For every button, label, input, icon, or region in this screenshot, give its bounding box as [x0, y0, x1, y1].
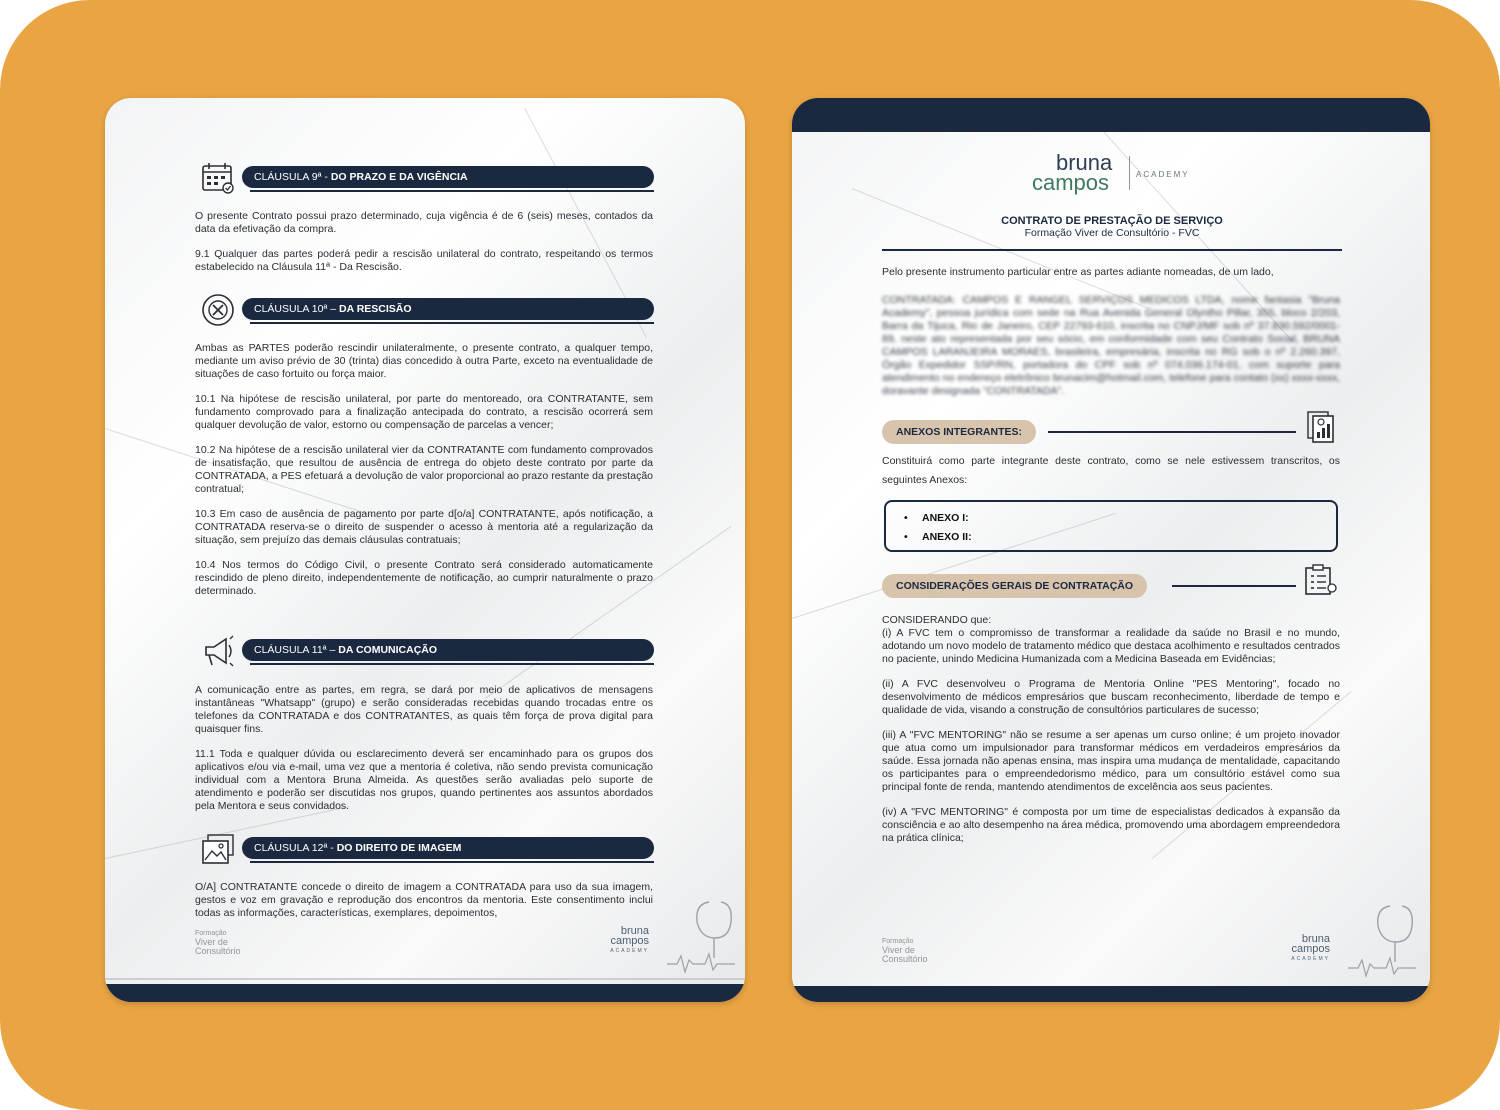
document-subtitle: Formação Viver de Consultório - FVC [1024, 227, 1200, 239]
paragraph: Constituirá como parte integrante deste contrato, como se nele estivessem transcritos, os seguintes Anexos: [882, 455, 1340, 486]
paragraph: 10.4 Nos termos do Código Civil, o presente Contrato será considerado automaticamente rescindido de pleno direito, independentemente de notificação, ao cumprir naturalmente o prazo determinado. [195, 559, 653, 597]
clause-10-header [200, 296, 745, 324]
clause-11-title: CLÁUSULA 11ª – DA COMUNICAÇÃO [242, 639, 654, 661]
page-bottom-bar [105, 984, 745, 1002]
annex-section-header [882, 420, 1342, 444]
paragraph: 9.1 Qualquer das partes poderá pedir a rescisão unilateral do contrato, respeitando os termos estabelecido na Cláusula 11ª - Da Rescisão. [195, 248, 653, 273]
clause-12-header [200, 835, 745, 863]
contract-page-right [792, 98, 1430, 1002]
title-divider [882, 249, 1342, 251]
paragraph: O/A] CONTRATANTE concede o direito de imagem a CONTRATADA para uso da sua imagem, gestos e voz em gravação e reprodução dos encontros da mentoria. Este consentimento inclui todas as informações, características, exemplares, depoimentos, [195, 881, 653, 919]
megaphone-icon [200, 633, 236, 669]
cancel-circle-icon [200, 292, 236, 328]
clause-12-title: CLÁUSULA 12ª - DO DIREITO DE IMAGEM [242, 837, 654, 859]
clause-9-header [200, 164, 745, 192]
paragraph: (i) A FVC tem o compromisso de transformar a realidade da saúde no Brasil e no mundo, adotando um novo modelo de tratamento médico que destaca acolhimento e resultados centrados no paciente, unindo Medicina Humanizada com a Medicina Baseada em Evidências; [882, 627, 1340, 665]
footer-logo: bruna campos ACADEMY [610, 925, 649, 954]
clause-10-title: CLÁUSULA 10ª – DA RESCISÃO [242, 298, 654, 320]
paragraph-lead: CONSIDERANDO que: [882, 614, 992, 626]
considerations-section-header [882, 574, 1342, 598]
image-gallery-icon [200, 831, 236, 867]
calendar-icon [200, 160, 236, 196]
footer-logo: bruna campos ACADEMY [1291, 933, 1330, 962]
footer-brand-left: Formação Viver de Consultório [195, 930, 241, 956]
list-item: • ANEXO I: [904, 512, 969, 524]
document-chart-icon [1302, 408, 1338, 444]
footer-brand-left: Formação Viver de Consultório [882, 938, 928, 964]
paragraph: CONTRATADA: CAMPOS E RANGEL SERVIÇOS MEDICOS LTDA, nome fantasia "Bruna Academy", pessoa jurídica com sede na Rua Avenida General Olyntho Pillar, 355, bloco 2/203, Barra da Tijuca, Rio de Janeiro, CEP 22793-610, inscrita no CNPJ/MF sob nº 37.830.592/0001-89, neste ato representada por seu sócio, em conformidade com seu Contrato Social, BRUNA CAMPOS LARANJEIRA MORAES, brasileira, empresária, inscrita no RG sob o nº 2.260.397, Órgão Expedidor SSP/RN, portadora do CPF sob nº 074.036.174-01, com suporte para atendimento no endereço eletrônico brunacim@hotmail.com, telefone para contato (xx) xxxx-xxxx, doravante designada "CONTRATADA". [882, 294, 1340, 397]
paragraph: Ambas as PARTES poderão rescindir unilateralmente, o presente contrato, a qualquer tempo, mediante um aviso prévio de 30 (trinta) dias concedido à outra Parte, exceto na eventualidade de situações de caso fortuito ou força maior. [195, 342, 653, 380]
stethoscope-icon [665, 898, 737, 978]
paragraph: 11.1 Toda e qualquer dúvida ou esclarecimento deverá ser encaminhado para os grupos dos aplicativos e/ou via e-mail, uma vez que a mentoria é coletiva, não sendo prevista comunicação individual com a Mentora Bruna Almeida. As questões serão avaliadas pelo suporte de atendimento e poderão ser discutidas nos grupos, quando pertinentes aos assuntos abordados pela Mentora e seus convidados. [195, 748, 653, 812]
annex-section-label: ANEXOS INTEGRANTES: [882, 420, 1036, 444]
page-top-bar [792, 98, 1430, 132]
clause-12-body [195, 881, 653, 932]
contract-page-left [105, 98, 745, 1002]
bruna-campos-logo: bruna campos ACADEMY [1032, 150, 1190, 195]
annex-description [882, 452, 1340, 502]
paragraph: 10.2 Na hipótese de a rescisão unilateral vier da CONTRATANTE com fundamento comprovados de insatisfação, que resultou de ausência de entrega do objeto deste contrato por parte da CONTRATADA, a PES efetuará a devolução de valor proporcional ao prazo restante da prestação contratual; [195, 444, 653, 495]
paragraph: O presente Contrato possui prazo determinado, cuja vigência é de 6 (seis) meses, contados da data da efetivação da compra. [195, 210, 653, 235]
annex-list-box [884, 500, 1338, 552]
paragraph: 10.1 Na hipótese de rescisão unilateral, por parte do mentoreado, ora CONTRATANTE, sem fundamento comprovado para a finalização antecipada do contrato, a rescisão ocorrerá sem qualquer devolução de valor, estorno ou compensação de parcelas a vencer; [195, 393, 653, 431]
considerations-section-label: CONSIDERAÇÕES GERAIS DE CONTRATAÇÃO [882, 574, 1147, 598]
clause-9-title: CLÁUSULA 9ª - DO PRAZO E DA VIGÊNCIA [242, 166, 654, 188]
checklist-icon [1302, 562, 1338, 598]
paragraph: Pelo presente instrumento particular entre as partes adiante nomeadas, de um lado, [882, 266, 1274, 278]
paragraph: (ii) A FVC desenvolveu o Programa de Mentoria Online "PES Mentoring", focado no desenvolvimento de médicos empresários que buscam reconhecimento, liberdade de tempo e qualidade de vida, visando a construção de consultórios particulares de sucesso; [882, 678, 1340, 716]
clause-10-body [195, 342, 653, 610]
clause-11-body [195, 684, 653, 825]
stethoscope-icon [1344, 902, 1420, 982]
paragraph: (iii) A "FVC MENTORING" não se resume a ser apenas um curso online; é um projeto inovador que atua como um impulsionador para transformar médicos em verdadeiros empresários da saúde. Essa jornada não apenas ensina, mas inspira uma mudança de mentalidade, capacitando os participantes para o empreendedorismo médico, para um consultório estável como sua principal fonte de renda, mantendo atendimentos de excelência aos seus pacientes. [882, 729, 1340, 793]
contractor-details-redacted [882, 294, 1340, 410]
list-item: • ANEXO II: [904, 531, 972, 543]
intro-text [882, 266, 1340, 291]
document-title: CONTRATO DE PRESTAÇÃO DE SERVIÇO [1001, 215, 1223, 227]
contract-title [882, 215, 1342, 239]
clause-9-body [195, 210, 653, 286]
paragraph: A comunicação entre as partes, em regra, se dará por meio de aplicativos de mensagens instantâneas "Whatsapp" (grupo) e serão consideradas recebidas quando trocadas entre os telefones da CONTRATADA e dos CONTRATANTES, as quais têm força de prova digital para quaisquer fins. [195, 684, 653, 735]
page-bottom-bar [792, 986, 1430, 1002]
paragraph: 10.3 Em caso de ausência de pagamento por parte d[o/a] CONTRATANTE, após notificação, a CONTRATADA reserva-se o direito de suspender o acesso à mentoria até a regularização da situação, sem prejuízo das demais cláusulas contratuais; [195, 508, 653, 546]
considerations-body [882, 614, 1340, 857]
paragraph: (iv) A "FVC MENTORING" é composta por um time de especialistas dedicados à expansão da consciência e ao alto desempenho na área médica, promovendo uma abordagem empreendedora na prática clínica; [882, 806, 1340, 844]
clause-11-header [200, 637, 745, 665]
